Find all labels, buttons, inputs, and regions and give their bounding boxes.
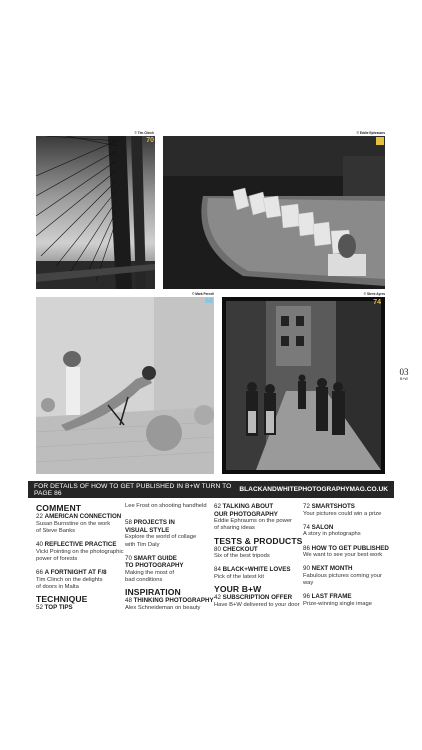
contents-column-3 [214, 503, 310, 615]
item-title: REFLECTIVE PRACTICE [44, 541, 117, 548]
item-desc: Have B+W delivered to your door [214, 601, 300, 608]
item-desc: Your pictures could win a prize [303, 510, 382, 517]
item-desc: Lee Frost on shooting handheld [125, 503, 207, 509]
photo-leaning-figure[interactable] [36, 297, 214, 474]
item-desc: Making the most of [125, 569, 174, 576]
page-folio [395, 367, 413, 382]
item-page: 80 [214, 545, 221, 553]
item-desc: of doors in Malta [36, 583, 79, 590]
item-title: NEXT MONTH [311, 565, 353, 573]
item-desc: of Steve Banks [36, 527, 75, 534]
contents-item[interactable] [303, 565, 393, 587]
section-heading: TECHNIQUE [36, 594, 88, 604]
item-page: 96 [303, 593, 310, 601]
item-desc: Explore the world of collage [125, 534, 197, 541]
item-title: CHECKOUT [222, 545, 258, 553]
contents-column-2 [125, 503, 215, 618]
contents-item[interactable] [36, 541, 136, 563]
item-page: 58 [125, 519, 132, 527]
item-page: 84 [214, 566, 221, 574]
item-desc: Eddie Ephraums on the power [214, 518, 292, 525]
item-title: THINKING PHOTOGRAPHY [133, 597, 214, 605]
item-title: TOP TIPS [44, 604, 73, 611]
item-page: 86 [303, 544, 310, 552]
item-page: 72 [303, 503, 310, 510]
folio-label: B+W [400, 377, 408, 381]
item-title: AMERICAN CONNECTION [44, 513, 122, 520]
contents-item[interactable] [214, 503, 310, 533]
page-number-badge: 74 [373, 299, 381, 306]
contents-column-1 [36, 503, 136, 618]
contents-item[interactable] [303, 524, 393, 539]
item-page: 48 [125, 597, 132, 605]
item-desc: power of forests [36, 555, 78, 562]
item-desc: Fabulous pictures coming your way [303, 572, 382, 587]
item-page: 52 [36, 604, 43, 611]
item-title: SUBSCRIPTION OFFER [222, 594, 293, 602]
item-desc: Pick of the latest kit [214, 573, 264, 580]
contents-item[interactable] [303, 593, 393, 608]
contents-item[interactable] [214, 594, 310, 609]
item-desc: of sharing ideas [214, 525, 255, 532]
item-desc: Susan Burnstine on the work [36, 520, 111, 527]
contents-item[interactable] [214, 546, 310, 561]
banner-text: FOR DETAILS OF HOW TO GET PUBLISHED IN B+W TURN TO PAGE 86 [34, 482, 232, 497]
item-page: 66 [36, 569, 43, 576]
item-page: 42 [214, 594, 221, 602]
item-title: SALON [311, 523, 334, 531]
item-page: 40 [36, 541, 43, 548]
item-title: HOW TO GET PUBLISHED [311, 544, 389, 552]
section-heading: INSPIRATION [125, 587, 181, 598]
item-page: 22 [36, 513, 43, 520]
contents-item[interactable] [214, 566, 310, 581]
item-page: 74 [303, 523, 310, 531]
publish-banner [28, 481, 394, 498]
photo-credit: © Steve Ayres [363, 292, 385, 296]
page-number-badge: 66 [205, 298, 213, 305]
item-title: SMART GUIDE [133, 554, 177, 562]
item-desc: with Tim Daly [125, 541, 160, 548]
item-desc: Vicki Pointing on the photographic [36, 548, 124, 555]
photo-credit: © Mark Percell [191, 292, 214, 296]
folio-number: 03 [399, 367, 409, 377]
item-title: OUR PHOTOGRAPHY [214, 510, 278, 518]
item-page: 62 [214, 503, 221, 510]
item-desc: bad conditions [125, 577, 163, 584]
contents-item[interactable] [303, 545, 393, 560]
contents-item[interactable] [36, 569, 136, 591]
item-title: TALKING ABOUT [222, 503, 274, 510]
item-title: BLACK+WHITE LOVES [222, 566, 291, 574]
contents-item[interactable] [303, 503, 393, 518]
contents-item[interactable] [125, 519, 215, 549]
contents-item[interactable] [125, 597, 215, 612]
page-number-badge [376, 137, 384, 145]
website-link[interactable]: BLACKANDWHITEPHOTOGRAPHYMAG.CO.UK [239, 486, 388, 493]
item-desc: Alex Schneideman on beauty [125, 604, 201, 611]
item-title: VISUAL STYLE [125, 526, 170, 534]
photo-credit: © Tim Clinch [134, 131, 154, 135]
section-heading: YOUR B+W [214, 584, 262, 595]
contents-column-4 [303, 503, 393, 614]
item-page: 90 [303, 565, 310, 573]
item-title: A FORTNIGHT AT F/8 [44, 569, 107, 576]
item-desc: Six of the best tripods [214, 553, 270, 560]
page-number-badge: 70 [146, 137, 154, 144]
item-desc: Tim Clinch on the delights [36, 576, 103, 583]
item-desc: A story in photographs [303, 531, 361, 538]
item-title: TO PHOTOGRAPHY [125, 562, 184, 570]
contents-item[interactable] [125, 555, 215, 585]
item-title: PROJECTS IN [133, 519, 175, 527]
contents-item[interactable] [125, 503, 215, 510]
item-title: LAST FRAME [311, 593, 352, 601]
photo-bridge[interactable] [36, 136, 155, 289]
section-heading: TESTS & PRODUCTS [214, 535, 303, 546]
section-heading: COMMENT [36, 503, 82, 513]
photo-table-books[interactable] [163, 136, 385, 289]
photo-street-scene[interactable] [222, 297, 385, 474]
item-title: SMARTSHOTS [311, 503, 355, 510]
contents-item[interactable] [36, 513, 136, 535]
item-desc: Prize-winning single image [303, 600, 372, 607]
contents-item[interactable] [36, 604, 136, 612]
photo-credit: © Eddie Ephraums [356, 131, 385, 135]
item-desc: We want to see your best work [303, 552, 383, 559]
item-page: 70 [125, 554, 132, 562]
